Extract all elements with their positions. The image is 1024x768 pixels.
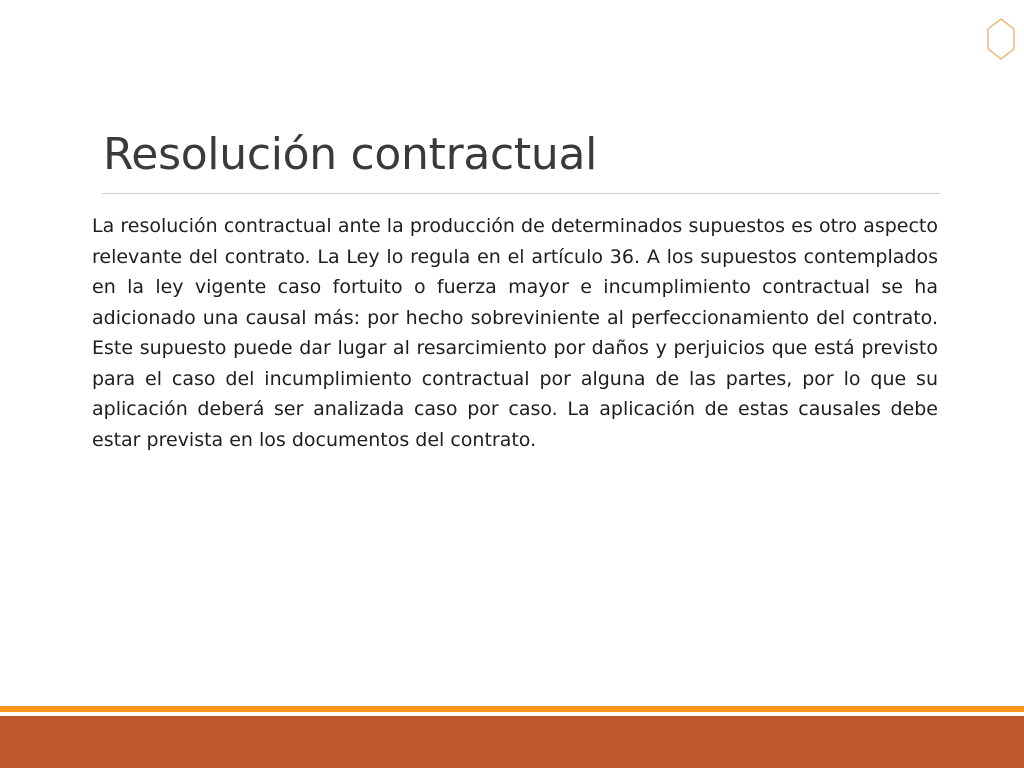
title-divider <box>102 193 940 194</box>
footer-accent-stripe <box>0 706 1024 712</box>
body-paragraph: La resolución contractual ante la producción de determinados supuestos es otro aspecto relevante del contrato. La Ley lo regula en el artículo 36. A los supuestos contemplados en la ley vigente caso fortuito o fuerza mayor e incumplimiento contractual se ha adicionado una causal más: por hecho sobreviniente al perfeccionamiento del contrato. Este supuesto puede dar lugar al resarcimiento por daños y perjuicios que está previsto para el caso del incumplimiento contractual por alguna de las partes, por lo que su aplicación deberá ser analizada caso por caso. La aplicación de estas causales debe estar prevista en los documentos del contrato. <box>92 215 938 451</box>
footer-band <box>0 716 1024 768</box>
hexagon-outline-icon <box>986 18 1016 60</box>
slide-title: Resolución contractual <box>103 129 598 180</box>
